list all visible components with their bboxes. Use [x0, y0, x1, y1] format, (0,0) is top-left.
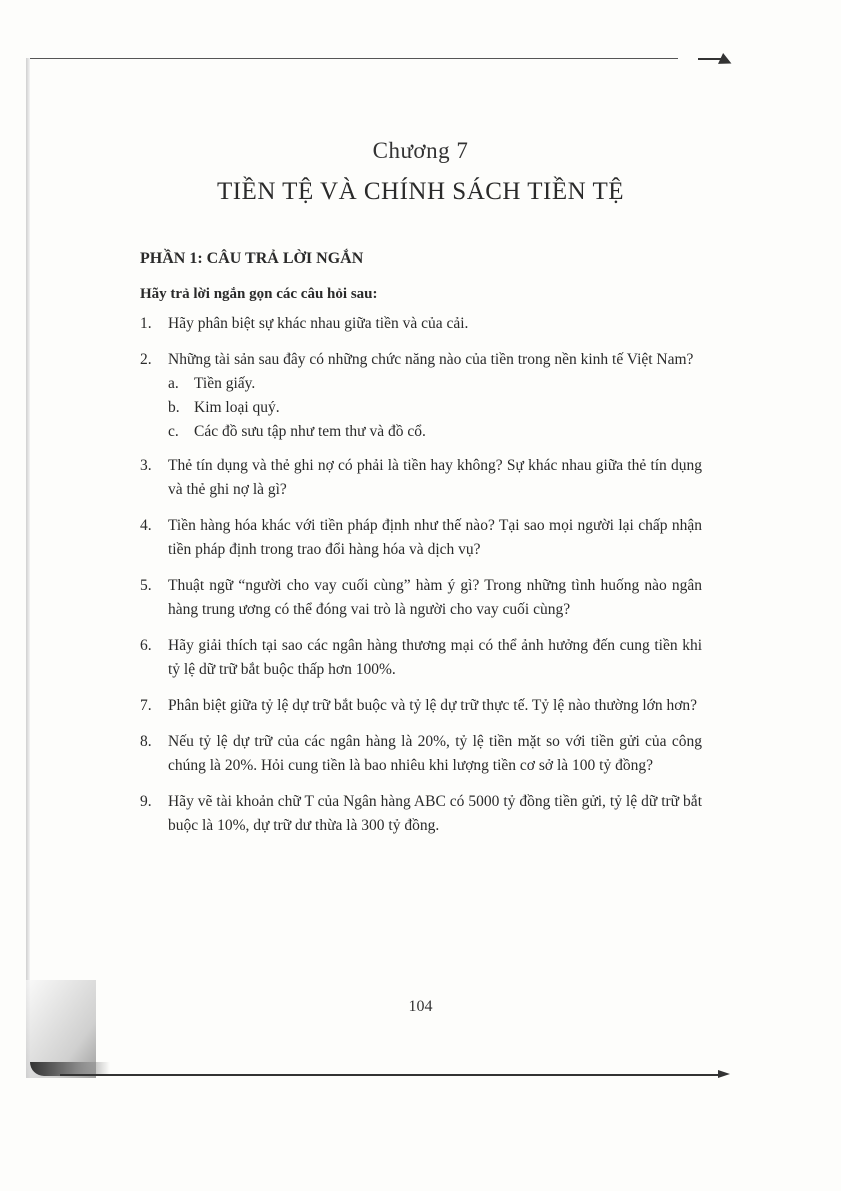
question-9 — [140, 790, 702, 838]
sub-question-number: b. — [168, 399, 180, 416]
question-text: Thuật ngữ “người cho vay cuối cùng” hàm ý gì? Trong những tình huống nào ngân hàng trung ương có thể đóng vai trò là người cho vay cuối cùng? — [168, 577, 702, 618]
top-border-line — [28, 58, 678, 59]
question-text: Phân biệt giữa tỷ lệ dự trữ bắt buộc và tỷ lệ dự trữ thực tế. Tỷ lệ nào thường lớn hơn? — [168, 697, 698, 714]
question-7 — [140, 694, 702, 718]
question-text: Nếu tỷ lệ dự trữ của các ngân hàng là 20%, tỷ lệ tiền mặt so với tiền gửi của công chúng là 20%. Hỏi cung tiền là bao nhiêu khi lượng tiền cơ sở là 100 tỷ đồng? — [168, 733, 702, 774]
question-1 — [140, 312, 702, 336]
sub-question-c — [168, 420, 702, 444]
question-text: Tiền hàng hóa khác với tiền pháp định như thế nào? Tại sao mọi người lại chấp nhận tiền pháp định trong trao đổi hàng hóa và dịch vụ? — [168, 517, 702, 558]
sub-question-list — [168, 372, 702, 444]
section-heading: PHẦN 1: CÂU TRẢ LỜI NGẮN — [140, 250, 364, 267]
chapter-label: Chương 7 — [372, 138, 469, 163]
sub-question-a — [168, 372, 702, 396]
question-3 — [140, 454, 702, 502]
question-text: Hãy vẽ tài khoản chữ T của Ngân hàng ABC có 5000 tỷ đồng tiền gửi, tỷ lệ dữ trữ bắt buộc là 10%, dự trữ dư thừa là 300 tỷ đồng. — [168, 793, 702, 834]
question-number: 8. — [140, 733, 152, 750]
question-4 — [140, 514, 702, 562]
question-list — [140, 312, 702, 838]
question-number: 9. — [140, 793, 152, 810]
question-text: Hãy giải thích tại sao các ngân hàng thương mại có thể ảnh hưởng đến cung tiền khi tỷ lệ dữ trữ bắt buộc thấp hơn 100%. — [168, 637, 702, 678]
bottom-border-line — [60, 1074, 724, 1076]
question-text: Thẻ tín dụng và thẻ ghi nợ có phải là tiền hay không? Sự khác nhau giữa thẻ tín dụng và thẻ ghi nợ là gì? — [168, 457, 702, 498]
question-number: 7. — [140, 697, 152, 714]
chapter-title: TIỀN TỆ VÀ CHÍNH SÁCH TIỀN TỆ — [216, 178, 625, 205]
bottom-arrow-icon — [718, 1070, 730, 1078]
page-number: 104 — [408, 998, 433, 1015]
question-number: 1. — [140, 315, 152, 332]
question-6 — [140, 634, 702, 682]
scan-left-edge — [26, 58, 30, 1078]
sub-question-b — [168, 396, 702, 420]
question-2 — [140, 348, 702, 444]
question-number: 2. — [140, 351, 152, 368]
question-number: 6. — [140, 637, 152, 654]
question-number: 5. — [140, 577, 152, 594]
question-text: Hãy phân biệt sự khác nhau giữa tiền và của cải. — [168, 315, 469, 332]
sub-question-number: c. — [168, 423, 179, 440]
corner-arrow-icon — [718, 53, 734, 69]
question-5 — [140, 574, 702, 622]
sub-question-text: Kim loại quý. — [194, 399, 280, 416]
question-8 — [140, 730, 702, 778]
question-text: Những tài sản sau đây có những chức năng nào của tiền trong nền kinh tế Việt Nam? — [168, 351, 694, 368]
sub-question-number: a. — [168, 375, 179, 392]
question-number: 3. — [140, 457, 152, 474]
question-number: 4. — [140, 517, 152, 534]
sub-question-text: Tiền giấy. — [194, 375, 256, 392]
instruction-text: Hãy trả lời ngắn gọn các câu hỏi sau: — [140, 286, 378, 302]
sub-question-text: Các đồ sưu tập như tem thư và đồ cổ. — [194, 423, 426, 440]
